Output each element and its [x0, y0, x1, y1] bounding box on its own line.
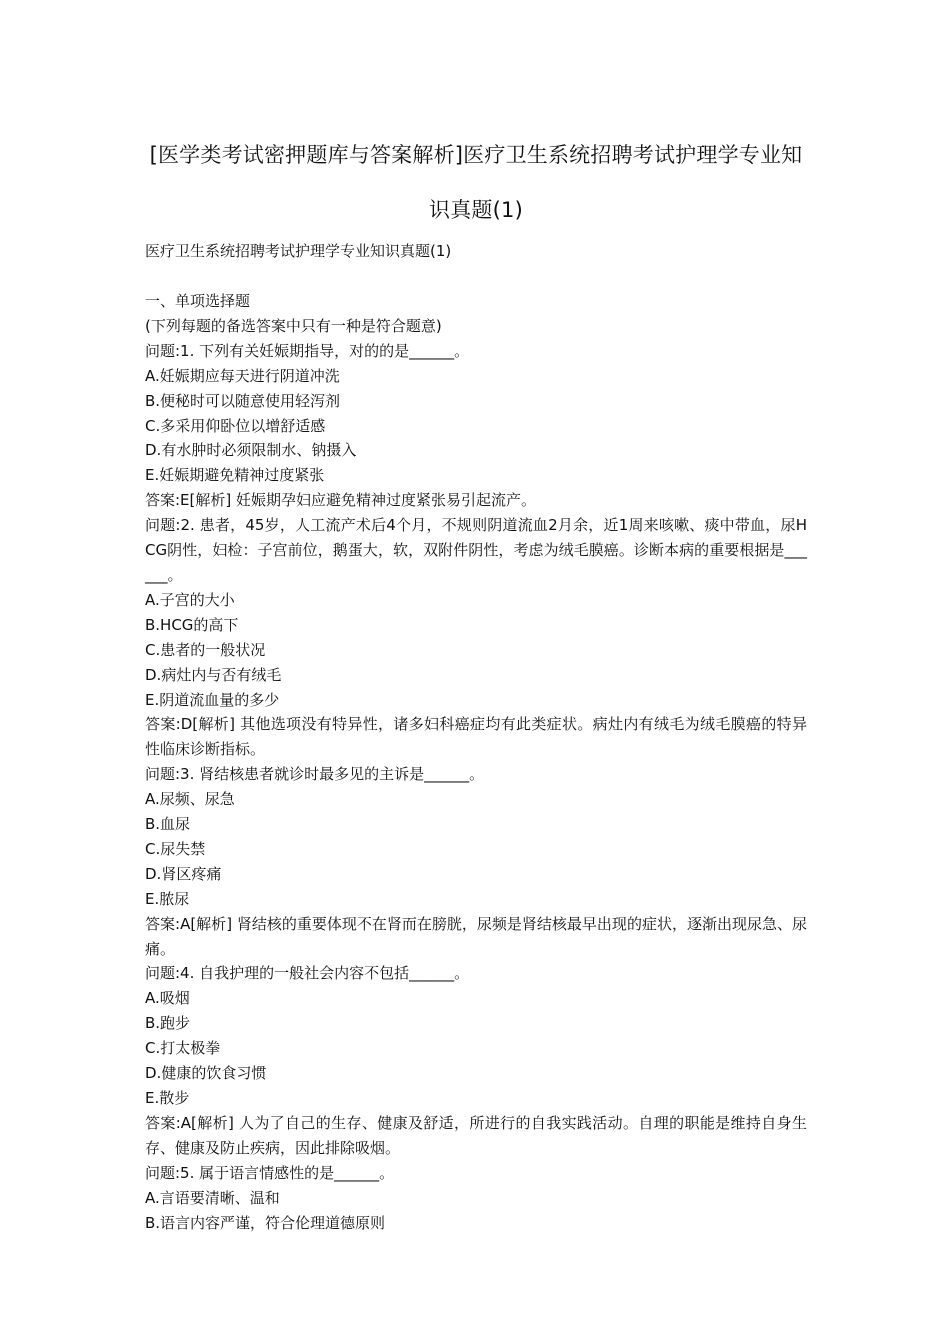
section-instruction: (下列每题的备选答案中只有一种是符合题意) [145, 316, 442, 335]
option-a: A.妊娠期应每天进行阴道冲洗 [145, 366, 340, 385]
answer-explanation: 答案:E[解析] 妊娠期孕妇应避免精神过度紧张易引起流产。 [145, 491, 537, 510]
option-d: D.有水肿时必须限制水、钠摄入 [145, 441, 357, 460]
question-stem: 问题:5. 属于语言情感性的是______。 [145, 1163, 395, 1182]
question-stem: 问题:1. 下列有关妊娠期指导，对的的是______。 [145, 341, 470, 360]
question-stem: 问题:3. 肾结核患者就诊时最多见的主诉是______。 [145, 765, 485, 784]
option-a: A.吸烟 [145, 989, 190, 1008]
option-a: A.尿频、尿急 [145, 790, 235, 809]
blank-line [145, 263, 807, 289]
option-a: A.子宫的大小 [145, 590, 235, 609]
option-b: B.血尿 [145, 815, 191, 834]
option-c: C.多采用仰卧位以增舒适感 [145, 416, 326, 435]
option-b: B.便秘时可以随意使用轻泻剂 [145, 391, 341, 410]
answer-explanation: 答案:A[解析] 肾结核的重要体现不在肾而在膀胱，尿频是肾结核最早出现的症状，逐渐出现尿急、尿痛。 [145, 914, 807, 958]
question-block-2 [145, 513, 807, 762]
option-d: D.健康的饮食习惯 [145, 1064, 267, 1083]
section-heading: 一、单项选择题 [145, 292, 251, 310]
option-c: C.打太极拳 [145, 1039, 221, 1058]
option-b: B.跑步 [145, 1014, 191, 1033]
question-stem: 问题:4. 自我护理的一般社会内容不包括______。 [145, 964, 470, 983]
option-e: E.脓尿 [145, 889, 190, 908]
document-title: [医学类考试密押题库与答案解析]医疗卫生系统招聘考试护理学专业知识真题(1) [149, 143, 803, 222]
option-b: B.语言内容严谨，符合伦理道德原则 [145, 1213, 386, 1232]
option-d: D.肾区疼痛 [145, 864, 222, 883]
option-b: B.HCG的高下 [145, 615, 239, 634]
option-e: E.阴道流血量的多少 [145, 690, 280, 709]
option-c: C.患者的一般状况 [145, 640, 266, 659]
question-stem: 问题:2. 患者，45岁，人工流产术后4个月，不规则阴道流血2月余，近1周来咳嗽、痰中带血，尿HCG阴性，妇检：子宫前位，鹅蛋大，软，双附件阴性，考虑为绒毛膜癌。诊断本病的重要根据是______。 [145, 516, 807, 584]
question-block-3 [145, 762, 807, 961]
option-c: C.尿失禁 [145, 839, 206, 858]
option-e: E.散步 [145, 1089, 190, 1107]
document-page [145, 128, 807, 1235]
answer-explanation: 答案:A[解析] 人为了自己的生存、健康及舒适，所进行的自我实践活动。自理的职能是维持自身生存、健康及防止疾病，因此排除吸烟。 [145, 1113, 807, 1157]
answer-explanation: 答案:D[解析] 其他选项没有特异性，诸多妇科癌症均有此类症状。病灶内有绒毛为绒毛膜癌的特异性临床诊断指标。 [145, 715, 807, 759]
question-block-4 [145, 961, 807, 1160]
question-block-5 [145, 1161, 807, 1236]
option-d: D.病灶内与否有绒毛 [145, 665, 282, 684]
option-e: E.妊娠期避免精神过度紧张 [145, 466, 325, 485]
option-a: A.言语要清晰、温和 [145, 1188, 280, 1207]
question-block-1 [145, 339, 807, 513]
document-subtitle: 医疗卫生系统招聘考试护理学专业知识真题(1) [145, 242, 452, 260]
